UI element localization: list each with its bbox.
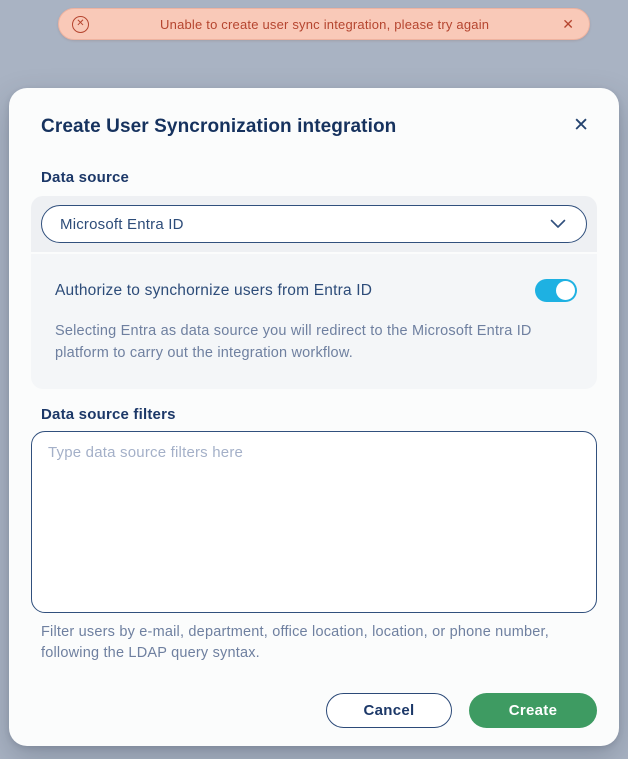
data-source-filters-label: Data source filters — [41, 405, 176, 423]
data-source-dropdown[interactable] — [41, 205, 587, 243]
authorize-row — [55, 279, 577, 302]
modal-title: Create User Syncronization integration — [41, 116, 397, 137]
toast-message: Unable to create user sync integration, please try again — [160, 16, 490, 32]
authorize-description: Selecting Entra as data source you will redirect to the Microsoft Entra ID platform to carry out the integration workflow. — [55, 323, 532, 361]
data-source-filters-input[interactable] — [31, 431, 597, 613]
create-user-sync-modal — [9, 88, 619, 746]
cancel-button[interactable]: Cancel — [326, 693, 452, 728]
modal-close-icon[interactable]: ✕ — [567, 116, 595, 135]
error-circle-x-icon — [72, 16, 89, 33]
data-source-dropdown-value: Microsoft Entra ID — [60, 215, 184, 233]
authorize-panel — [31, 252, 597, 389]
error-x-glyph: ✕ — [76, 18, 85, 29]
data-source-dropdown-panel — [31, 196, 597, 252]
toggle-knob — [556, 281, 575, 300]
filters-helper-text: Filter users by e-mail, department, office location, location, or phone number, following the LDAP query syntax. — [41, 623, 549, 662]
authorize-label: Authorize to synchornize users from Entra ID — [55, 281, 373, 299]
error-toast — [58, 8, 590, 40]
create-button[interactable]: Create — [469, 693, 597, 728]
authorize-toggle[interactable] — [535, 279, 577, 302]
modal-footer — [31, 693, 597, 728]
chevron-down-icon — [550, 219, 566, 229]
modal-header — [31, 116, 597, 138]
toast-close-icon[interactable]: ✕ — [562, 16, 574, 32]
data-source-label: Data source — [41, 169, 130, 186]
data-source-group — [31, 196, 597, 389]
